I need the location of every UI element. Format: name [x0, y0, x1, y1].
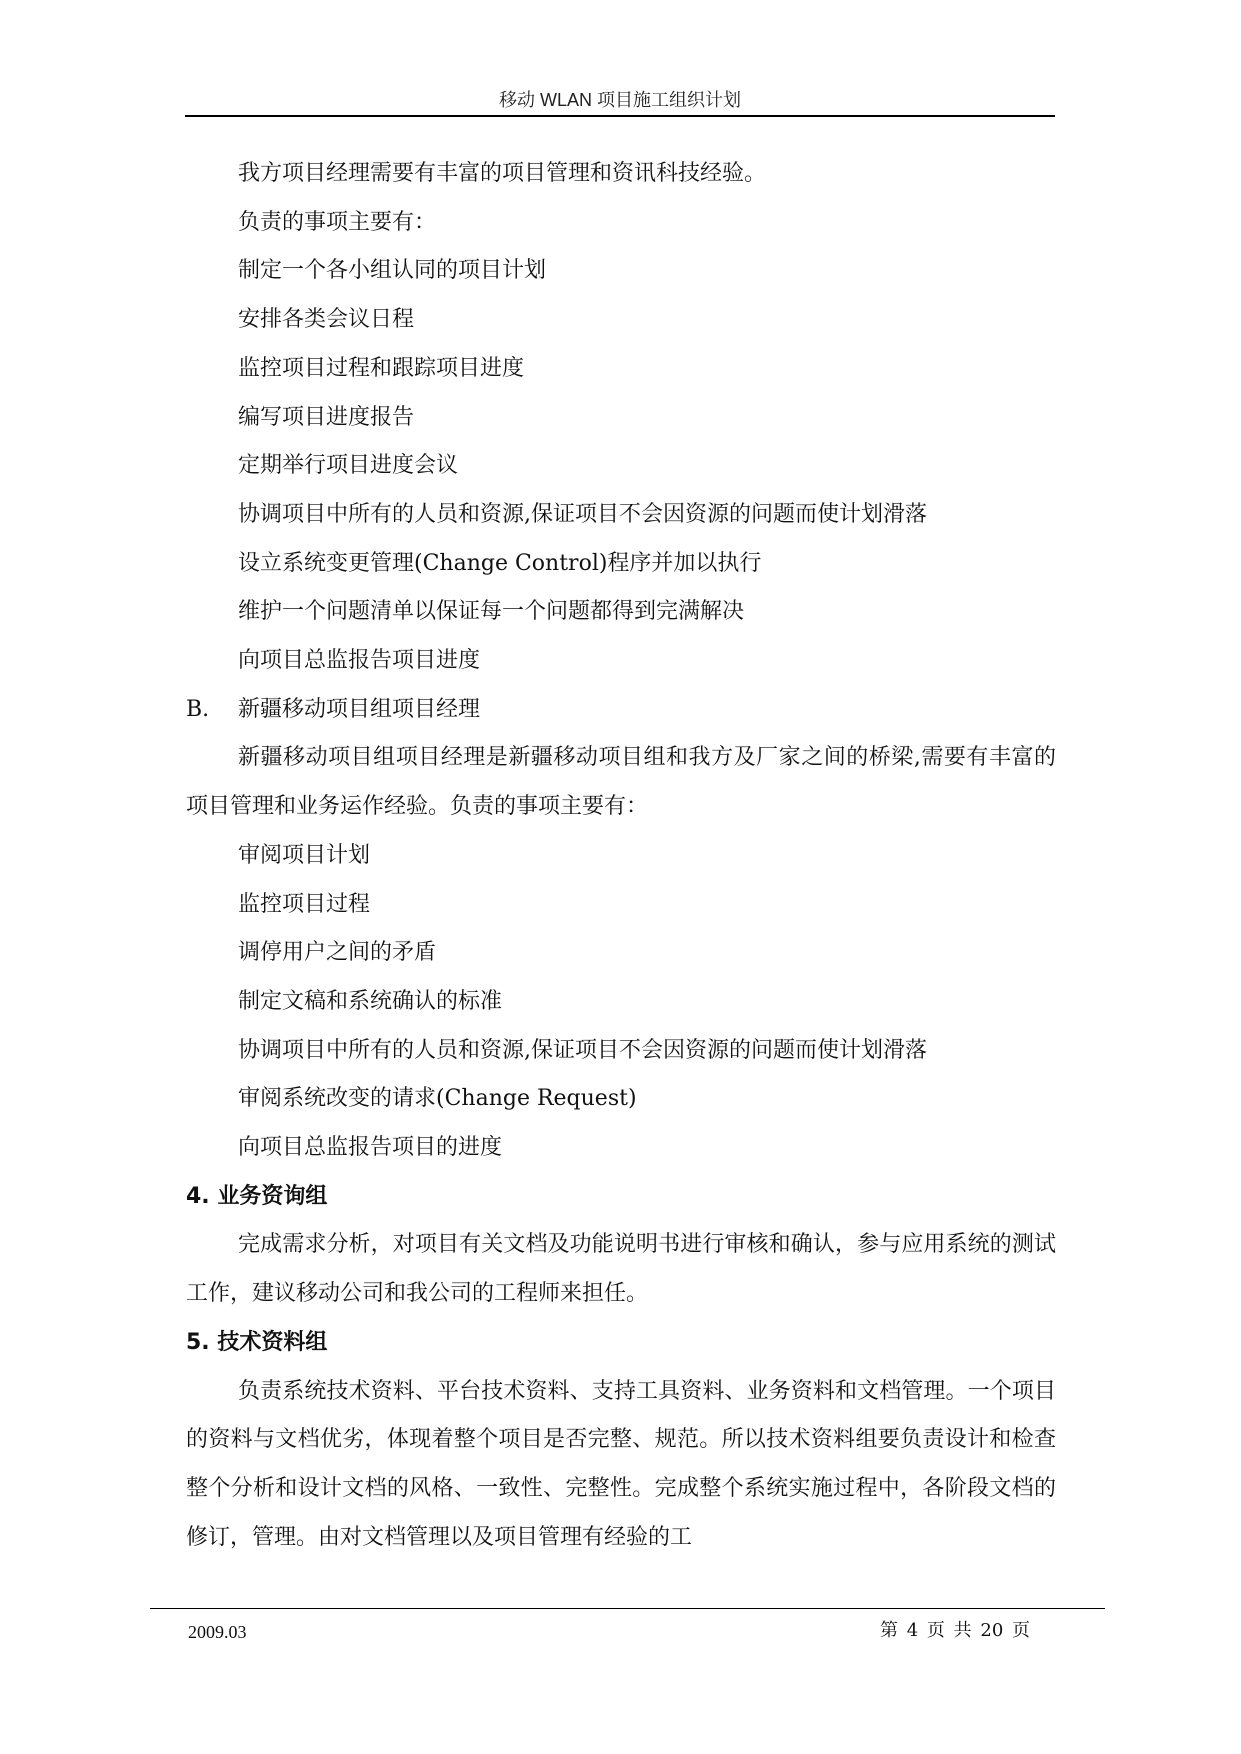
duty-item: 安排各类会议日程: [238, 307, 415, 333]
section-b-paragraph: 新疆移动项目组项目经理是新疆移动项目组和我方及厂家之间的桥梁,需要有丰富的项目管理和业务运作经验。负责的事项主要有：: [186, 745, 1056, 820]
client-pm-duty-item: 调停用户之间的矛盾: [238, 940, 437, 966]
section-b-heading: [186, 686, 1056, 735]
document-body: [186, 150, 1056, 1562]
section-b-title: 新疆移动项目组项目经理: [238, 696, 481, 722]
running-header-title: 移动 WLAN 项目施工组织计划: [498, 90, 741, 110]
section-b-marker: B.: [186, 696, 210, 722]
footer-page-number: 第 4 页 共 20 页: [880, 1620, 1030, 1641]
section-5-heading: 5. 技术资料组: [186, 1329, 328, 1355]
section-4-paragraph: 完成需求分析，对项目有关文档及功能说明书进行审核和确认，参与应用系统的测试工作，建议移动公司和我公司的工程师来担任。: [186, 1232, 1056, 1307]
duty-item: 维护一个问题清单以保证每一个问题都得到完满解决: [238, 599, 745, 625]
duty-item: 监控项目过程和跟踪项目进度: [238, 355, 525, 381]
client-pm-duty-item: 审阅系统改变的请求(Change Request): [238, 1086, 637, 1112]
duty-item: 协调项目中所有的人员和资源,保证项目不会因资源的问题而使计划滑落: [238, 501, 927, 527]
duty-item: 编写项目进度报告: [238, 404, 415, 430]
footer-divider: [150, 1608, 1105, 1609]
client-pm-duty-item: 审阅项目计划: [238, 842, 371, 868]
section-4-heading: 4. 业务资询组: [186, 1183, 328, 1209]
client-pm-duty-item: 监控项目过程: [238, 891, 371, 917]
duty-item: 设立系统变更管理(Change Control)程序并加以执行: [238, 550, 762, 576]
client-pm-duty-item: 协调项目中所有的人员和资源,保证项目不会因资源的问题而使计划滑落: [238, 1037, 927, 1063]
duty-item: 定期举行项目进度会议: [238, 453, 459, 479]
section-5-paragraph: 负责系统技术资料、平台技术资料、支持工具资料、业务资料和文档管理。一个项目的资料与文档优劣，体现着整个项目是否完整、规范。所以技术资料组要负责设计和检查整个分析和设计文档的风格、一致性、完整性。完成整个系统实施过程中，各阶段文档的修订，管理。由对文档管理以及项目管理有经验的工: [186, 1378, 1056, 1550]
client-pm-duty-item: 制定文稿和系统确认的标准: [238, 988, 503, 1014]
intro-line: 我方项目经理需要有丰富的项目管理和资讯科技经验。: [238, 161, 767, 186]
duty-item: 向项目总监报告项目进度: [238, 648, 481, 674]
header-divider: [185, 115, 1055, 117]
duties-label: 负责的事项主要有：: [238, 209, 437, 235]
footer-date: 2009.03: [188, 1622, 247, 1642]
duty-item: 制定一个各小组认同的项目计划: [238, 258, 547, 284]
client-pm-duty-item: 向项目总监报告项目的进度: [238, 1135, 503, 1161]
